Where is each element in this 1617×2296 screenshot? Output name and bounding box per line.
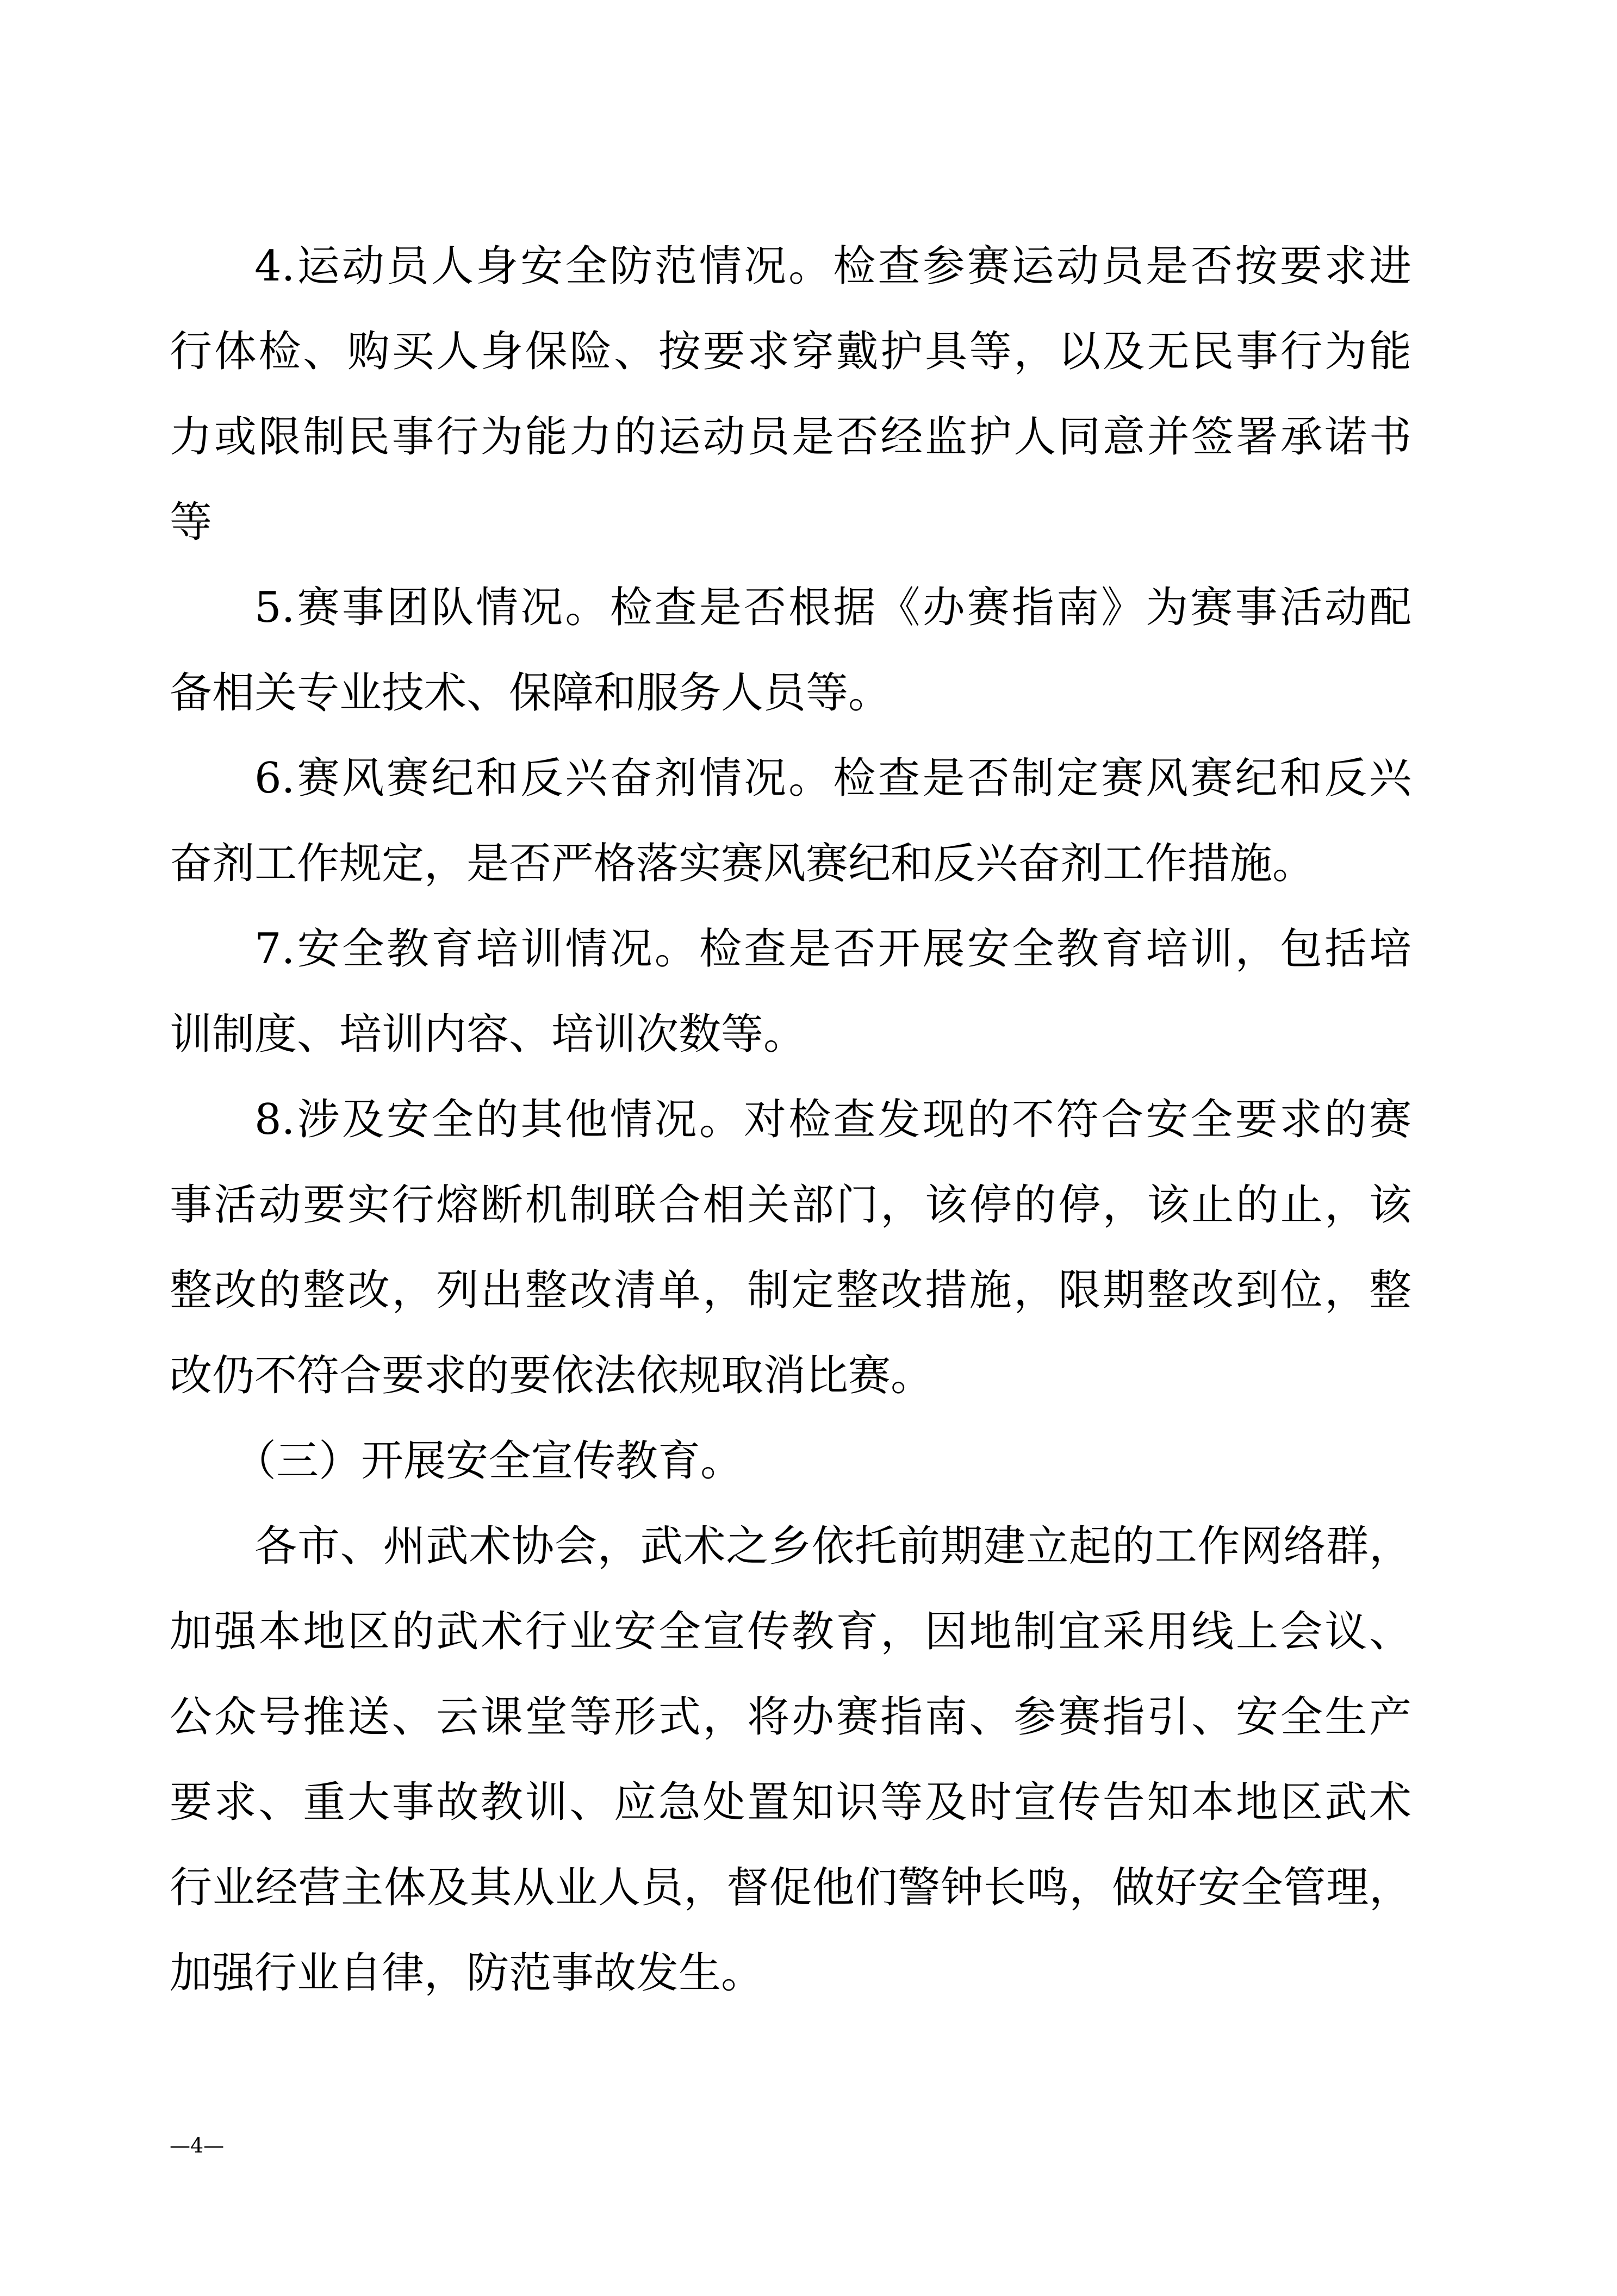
section-paragraph-line-5: 行业经营主体及其从业人员，督促他们警钟长鸣，做好安全管理，	[170, 1863, 1411, 1912]
section-paragraph-line-2: 加强本地区的武术行业安全宣传教育，因地制宜采用线上会议、	[170, 1607, 1411, 1656]
paragraph-7-line-1: 7.安全教育培训情况。检查是否开展安全教育培训，包括培	[254, 925, 1411, 974]
section-paragraph-line-3: 公众号推送、云课堂等形式，将办赛指南、参赛指引、安全生产	[170, 1693, 1411, 1742]
section-paragraph-line-4: 要求、重大事故教训、应急处置知识等及时宣传告知本地区武术	[170, 1778, 1411, 1827]
paragraph-6-line-2: 奋剂工作规定，是否严格落实赛风赛纪和反兴奋剂工作措施。	[170, 839, 1315, 888]
paragraph-4-line-4: 等	[170, 498, 213, 547]
section-paragraph-line-6: 加强行业自律，防范事故发生。	[170, 1949, 764, 1998]
paragraph-4-line-3: 力或限制民事行为能力的运动员是否经监护人同意并签署承诺书	[170, 413, 1411, 461]
section-paragraph-line-1: 各市、州武术协会，武术之乡依托前期建立起的工作网络群，	[254, 1522, 1411, 1571]
section-heading: （三）开展安全宣传教育。	[234, 1437, 743, 1486]
paragraph-5-line-2: 备相关专业技术、保障和服务人员等。	[170, 669, 891, 718]
paragraph-8-line-2: 事活动要实行熔断机制联合相关部门，该停的停，该止的止，该	[170, 1181, 1411, 1230]
paragraph-8-line-4: 改仍不符合要求的要依法依规取消比赛。	[170, 1351, 934, 1400]
paragraph-5-line-1: 5.赛事团队情况。检查是否根据《办赛指南》为赛事活动配	[254, 583, 1411, 632]
paragraph-8-line-3: 整改的整改，列出整改清单，制定整改措施，限期整改到位，整	[170, 1266, 1411, 1315]
paragraph-4-line-2: 行体检、购买人身保险、按要求穿戴护具等，以及无民事行为能	[170, 327, 1411, 376]
page-number: —4—	[170, 2133, 225, 2157]
paragraph-6-line-1: 6.赛风赛纪和反兴奋剂情况。检查是否制定赛风赛纪和反兴	[254, 754, 1411, 803]
paragraph-4-line-1: 4.运动员人身安全防范情况。检查参赛运动员是否按要求进	[254, 242, 1411, 291]
paragraph-7-line-2: 训制度、培训内容、培训次数等。	[170, 1010, 806, 1059]
paragraph-8-line-1: 8.涉及安全的其他情况。对检查发现的不符合安全要求的赛	[254, 1095, 1411, 1144]
